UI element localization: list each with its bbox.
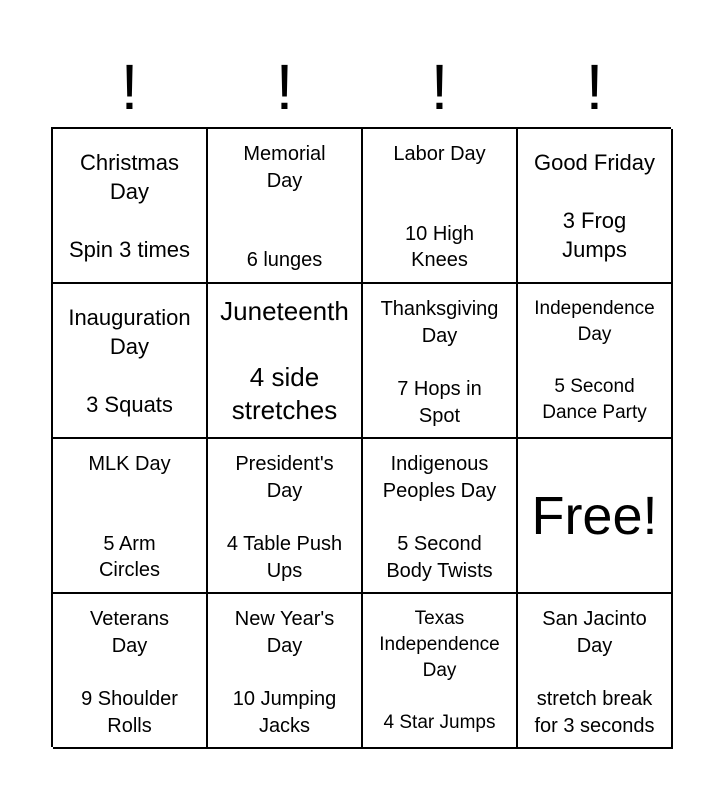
cell-title: Independence Day (534, 298, 655, 345)
cell-title: Labor Day (393, 143, 486, 165)
bingo-cell[interactable] (208, 284, 363, 439)
cell-action: 5 Arm Circles (98, 532, 161, 581)
cell-action: 4 side stretches (231, 361, 338, 425)
bingo-cell[interactable] (208, 439, 363, 594)
cell-action: 10 Jumping Jacks (232, 688, 337, 737)
cell-action: 3 Frog Jumps (562, 207, 627, 262)
bingo-board (51, 127, 671, 747)
cell-title: Christmas Day (79, 149, 179, 204)
bingo-cell[interactable] (208, 594, 363, 749)
cell-action: 10 High Knees (405, 222, 474, 271)
cell-action: 4 Table Push Ups (226, 533, 343, 582)
cell-action: 9 Shoulder Rolls (81, 688, 178, 737)
cell-action: 6 lunges (246, 249, 323, 271)
cell-title: MLK Day (88, 453, 171, 475)
cell-action: 5 Second Body Twists (386, 533, 493, 582)
column-header: ! (120, 51, 139, 123)
bingo-cell[interactable] (363, 594, 518, 749)
bingo-cell[interactable] (518, 594, 673, 749)
bingo-cell[interactable] (363, 284, 518, 439)
cell-title: Thanksgiving Day (380, 298, 499, 347)
cell-title: Texas Independence Day (379, 608, 500, 681)
bingo-cell[interactable] (53, 594, 208, 749)
bingo-cell[interactable] (53, 129, 208, 284)
cell-action: 3 Squats (86, 391, 173, 417)
cell-title: Free! (531, 485, 658, 546)
bingo-cell[interactable] (363, 129, 518, 284)
cell-action: 4 Star Jumps (383, 712, 496, 733)
cell-title: Inauguration Day (68, 304, 191, 359)
cell-action: stretch break for 3 seconds (534, 688, 655, 737)
bingo-cell[interactable] (518, 129, 673, 284)
bingo-cell[interactable] (363, 439, 518, 594)
bingo-cell[interactable] (518, 439, 673, 594)
column-header-row (52, 52, 672, 122)
cell-title: Good Friday (533, 149, 656, 175)
cell-title: Indigenous Peoples Day (382, 453, 497, 502)
cell-title: San Jacinto Day (542, 608, 647, 657)
bingo-cell[interactable] (53, 439, 208, 594)
column-header: ! (275, 51, 294, 123)
cell-action: 7 Hops in Spot (397, 378, 482, 427)
column-header: ! (585, 51, 604, 123)
bingo-cell[interactable] (208, 129, 363, 284)
column-header: ! (430, 51, 449, 123)
bingo-cell[interactable] (53, 284, 208, 439)
bingo-cell[interactable] (518, 284, 673, 439)
cell-title: President's Day (235, 453, 334, 502)
cell-title: Memorial Day (243, 143, 326, 192)
cell-action: 5 Second Dance Party (542, 376, 647, 423)
cell-title: Veterans Day (90, 608, 169, 657)
cell-action: Spin 3 times (68, 236, 191, 262)
cell-title: Juneteenth (220, 295, 349, 326)
cell-title: New Year's Day (234, 608, 335, 657)
